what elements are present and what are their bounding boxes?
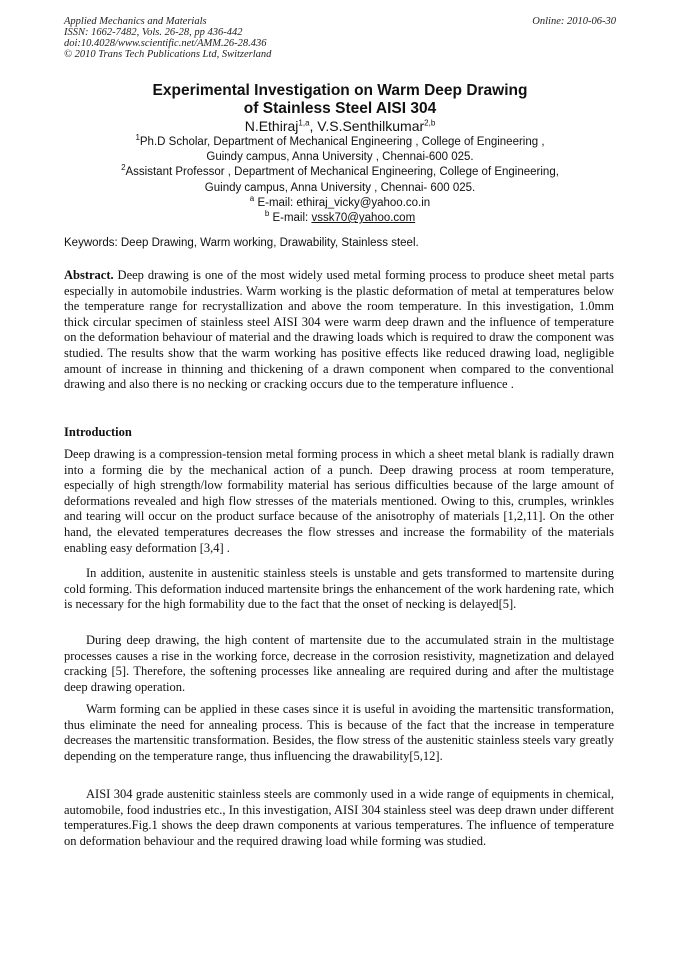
- affiliation-1-line-1: $^1$Ph.D Scholar, Department of Mechanical Engineering , College of Engineering ,: [135, 133, 545, 148]
- section-heading-introduction: Introduction: [64, 425, 132, 439]
- paper-title: [64, 82, 616, 118]
- affiliation-2-marker: 2: [121, 163, 126, 173]
- online-date: Online: 2010-06-30: [532, 16, 616, 27]
- keywords: Keywords: Deep Drawing, Warm working, Drawability, Stainless steel.: [64, 237, 419, 249]
- email-b-marker: b: [264, 209, 270, 219]
- affiliation-1-line-2: Guindy campus, Anna University , Chennai-600 025.: [206, 151, 474, 164]
- intro-paragraph-3: During deep drawing, the high content of martensite due to the accumulated strain in the multistage processes causes a rise in the working force, decrease in the corrosion resistivity, magnetization and delayed cracking [5]. Therefore, the softening processes like annealing are required during and after the multistage deep drawing operation.: [64, 633, 614, 694]
- intro-paragraph-4: Warm forming can be applied in these cases since it is useful in avoiding the martensitic transformation, thus eliminate the need for annealing process. This is because of the fact that the increase in temperature decreases the martensitic transformation. Besides, the flow stress of the austenitic stainless steels vary greatly depending on the temperature range, thus influencing the drawability[5,12].: [64, 702, 614, 763]
- intro-paragraph-5: AISI 304 grade austenitic stainless steels are commonly used in a wide range of equipments in chemical, automobile, food industries etc., In this investigation, AISI 304 stainless steel was deep drawn under different temperatures.Fig.1 shows the deep drawn components at various temperatures. The influence of temperature on deformation behaviour and the required drawing load while forming was studied.: [64, 787, 614, 848]
- affiliations: [64, 135, 616, 226]
- author-1-marker: 1,a: [298, 118, 310, 128]
- doi: doi:10.4028/www.scientific.net/AMM.26-28.436: [64, 38, 267, 49]
- author-list: [64, 117, 616, 135]
- author-2: V.S.Senthilkumar: [317, 118, 425, 134]
- author-separator: ,: [309, 118, 318, 134]
- copyright: © 2010 Trans Tech Publications Ltd, Switzerland: [64, 49, 272, 60]
- intro-paragraph-1: Deep drawing is a compression-tension metal forming process in which a sheet metal blank is radially drawn into a forming die by the mechanical action of a punch. Deep drawing process at room temperature, especially of high strength/low formability material has serious difficulties because of the large amount of deformations revealed and high flow stresses of the materials mentioned. Owing to this, crumples, wrinkles and tearing will occur on the product surface because of the anisotrophy of materials [1,2,11]. On the other hand, the elevated temperatures decreases the flow stresses and increase the formability of the materials enabling easy deformation [3,4] .: [64, 447, 614, 555]
- author-2-marker: 2,b: [424, 118, 436, 128]
- abstract-text: Deep drawing is one of the most widely used metal forming process to produce sheet metal parts especially in automobile industries. Warm working is the plastic deformation of metal at temperatures below the temperature range for recrystallization and above the room temperature. In this investigation, 1.0mm thick circular specimen of stainless steel AISI 304 were warm deep drawn and the influence of temperature on the deformation behaviour of material and the drawing loads which is required to draw the component was studied. The results show that the warm working has positive effects like reduced drawing load, negligible amount of increase in thinning and thickening of a drawn component when compared to the conventional drawing and also there is no necking or cracking occurs due to the temperature influence .: [64, 268, 614, 392]
- email-a-marker: a: [249, 193, 255, 203]
- intro-paragraph-2: In addition, austenite in austenitic stainless steels is unstable and gets transformed to martensite during cold forming. This deformation induced martensite brings the enhancement of the work hardening rate, which is necessary for the high formability due to the fact that the onset of necking is delayed[5].: [64, 566, 614, 612]
- affiliation-1-marker: 1: [135, 133, 140, 143]
- title-line-1: Experimental Investigation on Warm Deep Drawing: [152, 82, 528, 99]
- affiliation-2-line-2: Guindy campus, Anna University , Chennai- 600 025.: [204, 181, 476, 194]
- journal-header: [64, 16, 616, 60]
- author-1: N.Ethiraj: [244, 118, 299, 134]
- email-a: $^a$ E-mail: ethiraj_vicky@yahoo.co.in: [249, 193, 431, 209]
- abstract-label: Abstract.: [64, 268, 114, 282]
- title-line-2: of Stainless Steel AISI 304: [243, 100, 437, 117]
- affiliation-2-line-1: $^2$Assistant Professor , Department of Mechanical Engineering, College of Engineering,: [121, 163, 559, 179]
- issn: ISSN: 1662-7482, Vols. 26-28, pp 436-442: [64, 27, 243, 38]
- email-b-link[interactable]: vssk70@yahoo.com: [311, 212, 416, 225]
- abstract: [64, 268, 614, 393]
- journal-name: Applied Mechanics and Materials: [64, 16, 207, 27]
- email-b: $^b$ E-mail: vssk70@yahoo.com: [264, 209, 416, 225]
